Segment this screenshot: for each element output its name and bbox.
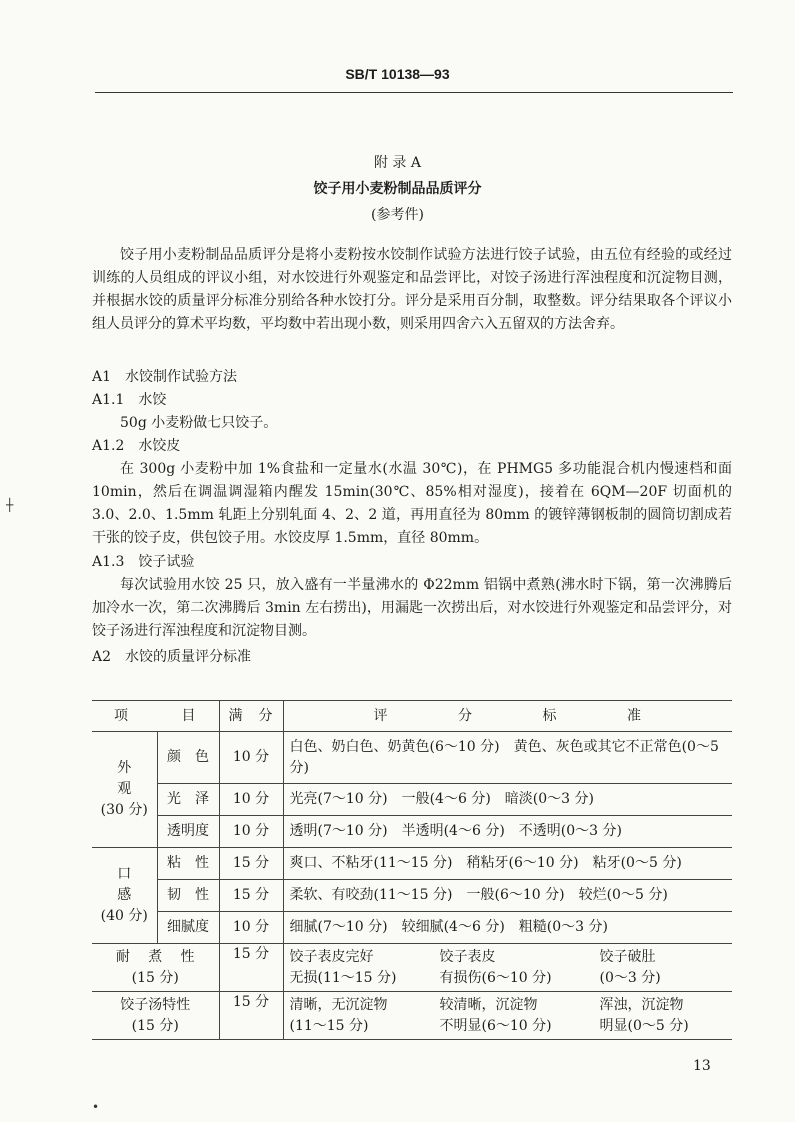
- header-item-a: 项: [114, 707, 129, 724]
- item-criteria: 光亮(7～10 分) 一般(4～6 分) 暗淡(0～3 分): [283, 784, 732, 816]
- item-criteria: 透明(7～10 分) 半透明(4～6 分) 不透明(0～3 分): [283, 816, 732, 848]
- item-criteria: 清晰，无沉淀物 较清晰，沉淀物 浑浊，沉淀物 (11～15 分) 不明显(6～10 分) 明显(0～5 分): [283, 992, 732, 1040]
- section-a1-2-text: 在 300g 小麦粉中加 1%食盐和一定量水(水温 30℃)，在 PHMG5 多功能混合机内慢速档和面 10min，然后在调温调湿箱内醒发 15min(30℃、85%相对湿度)，接着在 6QM—20F 切面机的 3.0、2.0、1.5mm 轧距上分别轧面 4、2、2 道，再用直径为 80mm 的镀锌薄钢板制的圆筒切割成若干张的饺子皮，供包饺子用。水饺皮厚 1.5mm，直径 80mm。: [92, 461, 732, 546]
- section-a1-1-text: 50g 小麦粉做七只饺子。: [120, 415, 278, 431]
- category-mouthfeel: 口 感 (40 分): [92, 848, 157, 944]
- section-a1-3: A1.3 饺子试验: [92, 554, 195, 570]
- item-boil-resistance: 耐 煮 性 (15 分): [92, 944, 219, 992]
- header-criteria-4: 准: [627, 707, 642, 724]
- main-title: 饺子用小麦粉制品品质评分: [313, 180, 482, 196]
- appendix-title: 附 录 A: [373, 155, 421, 171]
- item-score: 10 分: [219, 732, 283, 784]
- item-criteria: 细腻(7～10 分) 较细腻(4～6 分) 粗糙(0～3 分): [283, 912, 732, 944]
- header-item-b: 目: [181, 707, 197, 724]
- item-name: 光 泽: [157, 784, 219, 816]
- binding-mark-icon: ┼: [6, 498, 14, 512]
- page-number: 13: [693, 1058, 711, 1074]
- item-criteria: 饺子表皮完好 饺子表皮 饺子破肚 无损(11～15 分) 有损伤(6～10 分) (0～3 分): [283, 944, 732, 992]
- header-criteria-3: 标: [542, 707, 558, 724]
- table-row: [92, 944, 732, 992]
- intro-paragraph: 饺子用小麦粉制品品质评分是将小麦粉按水饺制作试验方法进行饺子试验，由五位有经验的或经过训练的人员组成的评议小组，对水饺进行外观鉴定和品尝评比，对饺子汤进行浑浊程度和沉淀物目测，并根据水饺的质量评分标准分别给各种水饺打分。评分是采用百分制，取整数。评分结果取各个评议小组人员评分的算术平均数，平均数中若出现小数，则采用四舍六入五留双的方法舍弃。: [92, 247, 732, 332]
- table-row: [92, 816, 732, 848]
- table-row: [92, 784, 732, 816]
- table-row: [92, 992, 732, 1040]
- item-criteria: 柔软、有咬劲(11～15 分) 一般(6～10 分) 较烂(0～5 分): [283, 880, 732, 912]
- header-criteria-2: 分: [458, 707, 473, 724]
- scan-dot-icon: •: [92, 1100, 100, 1114]
- table-header-row: [92, 701, 732, 732]
- item-criteria: 爽口、不粘牙(11～15 分) 稍粘牙(6～10 分) 粘牙(0～5 分): [283, 848, 732, 880]
- section-a1-3-text: 每次试验用水饺 25 只，放入盛有一半量沸水的 Φ22mm 铝锅中煮熟(沸水时下锅，第一次沸腾后加冷水一次，第二次沸腾后 3min 左右捞出)，用漏匙一次捞出后，对水饺进行外观鉴定和品尝评分，对饺子汤进行浑浊程度和沉淀物目测。: [92, 577, 732, 639]
- item-score: 15 分: [219, 944, 283, 992]
- item-score: 10 分: [219, 912, 283, 944]
- header-criteria: [283, 701, 732, 732]
- section-a2: A2 水饺的质量评分标准: [92, 649, 252, 665]
- header-criteria-1: 评: [373, 707, 389, 724]
- item-criteria: 白色、奶白色、奶黄色(6～10 分) 黄色、灰色或其它不正常色(0～5 分): [283, 732, 732, 784]
- standard-code-header: SB/T 10138—93: [345, 66, 450, 82]
- section-a1-2: A1.2 水饺皮: [92, 438, 181, 454]
- header-rule: [95, 92, 733, 93]
- item-name: 透明度: [157, 816, 219, 848]
- item-name: 韧 性: [157, 880, 219, 912]
- table-row: [92, 880, 732, 912]
- item-score: 15 分: [219, 992, 283, 1040]
- item-score: 10 分: [219, 784, 283, 816]
- table-row: [92, 912, 732, 944]
- section-a1-1: A1.1 水饺: [92, 392, 167, 408]
- section-a1: A1 水饺制作试验方法: [92, 369, 238, 385]
- item-name: 粘 性: [157, 848, 219, 880]
- item-soup-properties: 饺子汤特性 (15 分): [92, 992, 219, 1040]
- item-name: 细腻度: [157, 912, 219, 944]
- category-appearance: 外 观 (30 分): [92, 732, 157, 848]
- header-full-score: 满 分: [219, 701, 283, 732]
- item-score: 10 分: [219, 816, 283, 848]
- header-item: [92, 701, 219, 732]
- reference-note: (参考件): [371, 207, 424, 223]
- quality-scoring-table: [92, 700, 732, 1040]
- table-row: [92, 848, 732, 880]
- table-row: [92, 732, 732, 784]
- item-score: 15 分: [219, 880, 283, 912]
- item-name: 颜 色: [157, 732, 219, 784]
- item-score: 15 分: [219, 848, 283, 880]
